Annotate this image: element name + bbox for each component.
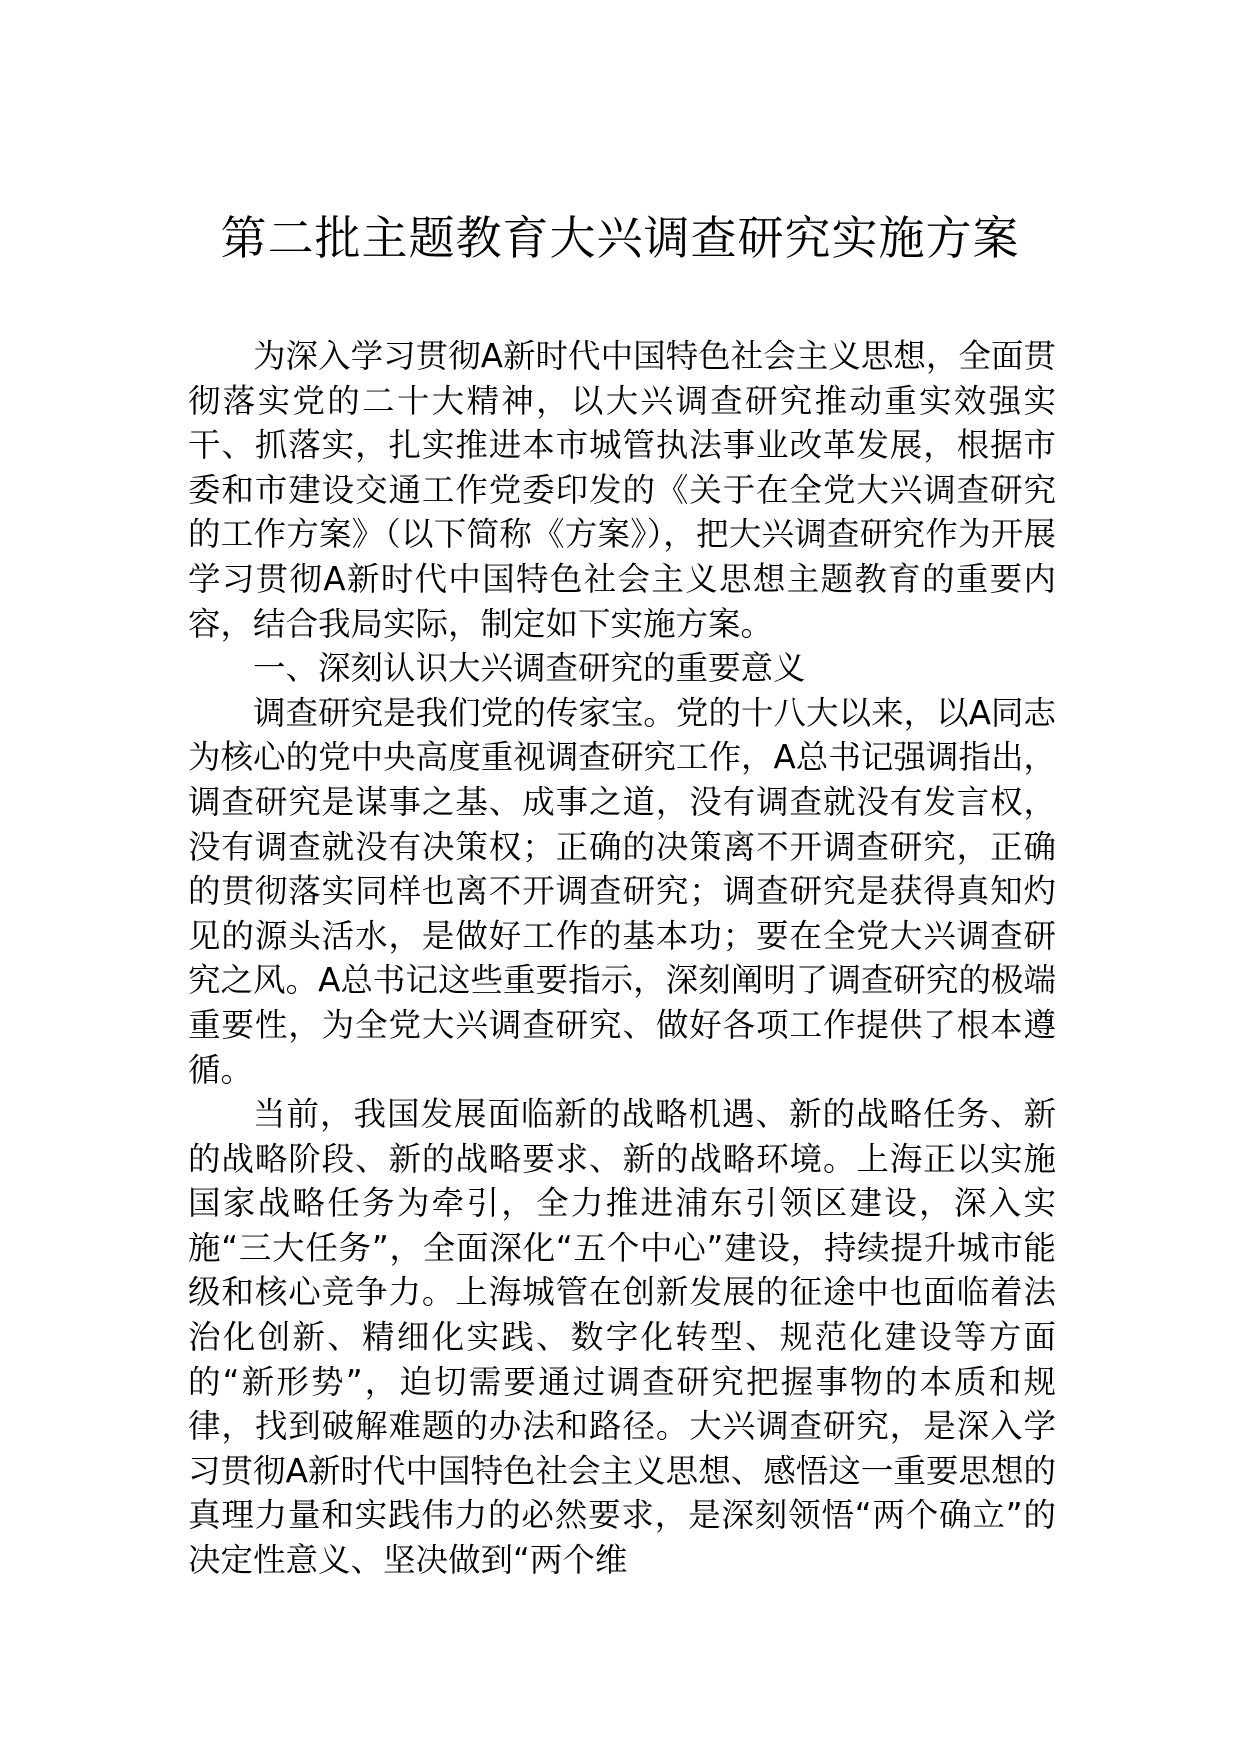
document-body [188,334,1056,1583]
document-title: 第二批主题教育大兴调查研究实施方案 [220,211,1020,265]
intro-paragraph: 为深入学习贯彻A新时代中国特色社会主义思想，全面贯彻落实党的二十大精神，以大兴调查研究推动重实效强实干、抓落实，扎实推进本市城管执法事业改革发展，根据市委和市建设交通工作党委印发的《关于在全党大兴调查研究的工作方案》（以下简称《方案》），把大兴调查研究作为开展学习贯彻A新时代中国特色社会主义思想主题教育的重要内容，结合我局实际，制定如下实施方案。 [188,337,1056,643]
body-paragraph: 当前，我国发展面临新的战略机遇、新的战略任务、新的战略阶段、新的战略要求、新的战略环境。上海正以实施国家战略任务为牵引，全力推进浦东引领区建设，深入实施“三大任务”，全面深化“五个中心”建设，持续提升城市能级和核心竞争力。上海城管在创新发展的征途中也面临着法治化创新、精细化实践、数字化转型、规范化建设等方面的“新形势”，迫切需要通过调查研究把握事物的本质和规律，找到破解难题的办法和路径。大兴调查研究，是深入学习贯彻A新时代中国特色社会主义思想、感悟这一重要思想的真理力量和实践伟力的必然要求，是深刻领悟“两个确立”的决定性意义、坚决做到“两个维 [188,1095,1056,1580]
body-paragraph: 调查研究是我们党的传家宝。党的十八大以来，以A同志为核心的党中央高度重视调查研究工作，A总书记强调指出，调查研究是谋事之基、成事之道，没有调查就没有发言权，没有调查就没有决策权；正确的决策离不开调查研究，正确的贯彻落实同样也离不开调查研究；调查研究是获得真知灼见的源头活水，是做好工作的基本功；要在全党大兴调查研究之风。A总书记这些重要指示，深刻阐明了调查研究的极端重要性，为全党大兴调查研究、做好各项工作提供了根本遵循。 [188,693,1056,1089]
section-heading-1: 一、深刻认识大兴调查研究的重要意义 [253,649,806,688]
